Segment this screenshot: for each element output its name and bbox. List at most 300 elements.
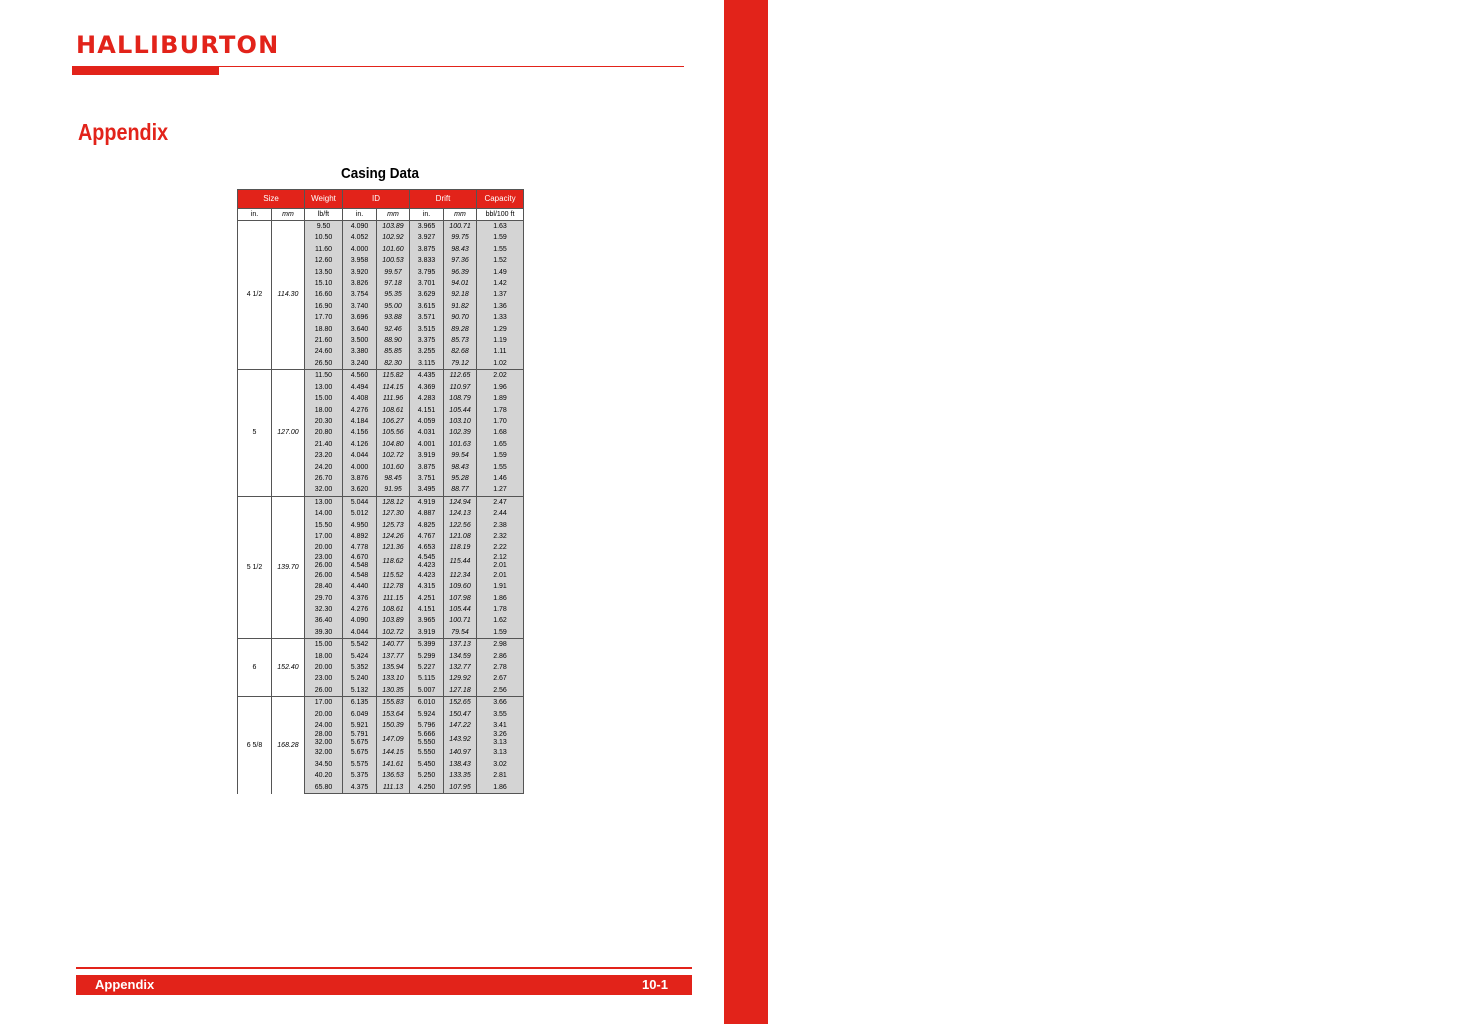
weight-cell: 28.40 xyxy=(305,581,343,592)
weight-cell: 20.00 xyxy=(305,709,343,720)
weight-cell: 13.00 xyxy=(305,382,343,393)
unit-id-mm: mm xyxy=(377,209,410,221)
drift-mm-cell: 143.92 xyxy=(444,731,477,747)
size-group xyxy=(238,370,524,496)
drift-mm-cell: 137.13 xyxy=(444,639,477,651)
weight-cell: 16.60 xyxy=(305,289,343,300)
footer-section-label: Appendix xyxy=(95,977,155,992)
capacity-cell: 3.41 xyxy=(477,720,524,731)
id-mm-cell: 135.94 xyxy=(377,662,410,673)
id-mm-cell: 97.18 xyxy=(377,278,410,289)
id-mm-cell: 125.73 xyxy=(377,520,410,531)
drift-mm-cell: 100.71 xyxy=(444,221,477,233)
size-mm-cell: 152.40 xyxy=(272,639,305,697)
drift-in-cell: 5.924 xyxy=(410,709,444,720)
drift-mm-cell: 108.79 xyxy=(444,393,477,404)
capacity-cell: 2.98 xyxy=(477,639,524,651)
page-number: 10-1 xyxy=(641,977,668,992)
size-group xyxy=(238,496,524,638)
header-drift: Drift xyxy=(410,190,477,209)
id-in-cell: 3.958 xyxy=(343,255,377,266)
weight-cell: 40.20 xyxy=(305,770,343,781)
id-in-cell: 3.240 xyxy=(343,358,377,370)
drift-mm-cell: 110.97 xyxy=(444,382,477,393)
drift-in-cell: 3.875 xyxy=(410,462,444,473)
capacity-cell: 1.19 xyxy=(477,335,524,346)
capacity-cell: 1.33 xyxy=(477,312,524,323)
drift-in-cell: 3.919 xyxy=(410,627,444,639)
size-in-cell: 4 1/2 xyxy=(238,221,272,370)
drift-in-cell: 5.550 xyxy=(410,747,444,758)
id-in-cell: 5.542 xyxy=(343,639,377,651)
weight-cell: 26.50 xyxy=(305,358,343,370)
id-mm-cell: 95.35 xyxy=(377,289,410,300)
weight-cell: 11.60 xyxy=(305,244,343,255)
capacity-cell: 3.26 3.13 xyxy=(477,731,524,747)
capacity-cell: 2.02 xyxy=(477,370,524,382)
weight-cell: 18.00 xyxy=(305,651,343,662)
id-mm-cell: 121.36 xyxy=(377,542,410,553)
weight-cell: 15.00 xyxy=(305,393,343,404)
drift-in-cell: 3.255 xyxy=(410,346,444,357)
drift-in-cell: 3.965 xyxy=(410,615,444,626)
capacity-cell: 2.86 xyxy=(477,651,524,662)
drift-mm-cell: 79.12 xyxy=(444,358,477,370)
drift-mm-cell: 152.65 xyxy=(444,697,477,709)
drift-in-cell: 4.059 xyxy=(410,416,444,427)
drift-in-cell: 4.545 4.423 xyxy=(410,554,444,570)
size-in-cell: 5 1/2 xyxy=(238,496,272,638)
capacity-cell: 2.12 2.01 xyxy=(477,554,524,570)
id-mm-cell: 98.45 xyxy=(377,473,410,484)
table-row xyxy=(238,697,524,709)
id-mm-cell: 111.15 xyxy=(377,593,410,604)
capacity-cell: 1.29 xyxy=(477,324,524,335)
weight-cell: 15.00 xyxy=(305,639,343,651)
weight-cell: 32.30 xyxy=(305,604,343,615)
drift-mm-cell: 96.39 xyxy=(444,267,477,278)
id-mm-cell: 91.95 xyxy=(377,484,410,496)
id-in-cell: 5.044 xyxy=(343,496,377,508)
capacity-cell: 2.56 xyxy=(477,685,524,697)
id-mm-cell: 141.61 xyxy=(377,759,410,770)
id-mm-cell: 133.10 xyxy=(377,673,410,684)
weight-cell: 23.20 xyxy=(305,450,343,461)
weight-cell: 26.00 xyxy=(305,570,343,581)
drift-in-cell: 3.629 xyxy=(410,289,444,300)
capacity-cell: 1.02 xyxy=(477,358,524,370)
id-in-cell: 4.000 xyxy=(343,244,377,255)
id-in-cell: 4.276 xyxy=(343,405,377,416)
id-in-cell: 4.950 xyxy=(343,520,377,531)
id-in-cell: 3.740 xyxy=(343,301,377,312)
drift-mm-cell: 107.98 xyxy=(444,593,477,604)
unit-size-mm: mm xyxy=(272,209,305,221)
id-in-cell: 4.000 xyxy=(343,462,377,473)
weight-cell: 9.50 xyxy=(305,221,343,233)
drift-mm-cell: 102.39 xyxy=(444,427,477,438)
drift-in-cell: 5.250 xyxy=(410,770,444,781)
id-in-cell: 4.892 xyxy=(343,531,377,542)
capacity-cell: 1.70 xyxy=(477,416,524,427)
weight-cell: 29.70 xyxy=(305,593,343,604)
size-group xyxy=(238,697,524,794)
id-mm-cell: 147.09 xyxy=(377,731,410,747)
casing-data-table xyxy=(237,189,524,794)
id-mm-cell: 127.30 xyxy=(377,508,410,519)
capacity-cell: 1.11 xyxy=(477,346,524,357)
drift-in-cell: 4.250 xyxy=(410,782,444,794)
capacity-cell: 1.46 xyxy=(477,473,524,484)
drift-mm-cell: 97.36 xyxy=(444,255,477,266)
drift-mm-cell: 107.95 xyxy=(444,782,477,794)
id-in-cell: 4.494 xyxy=(343,382,377,393)
drift-mm-cell: 100.71 xyxy=(444,615,477,626)
id-in-cell: 4.156 xyxy=(343,427,377,438)
drift-in-cell: 3.875 xyxy=(410,244,444,255)
capacity-cell: 1.91 xyxy=(477,581,524,592)
id-in-cell: 5.575 xyxy=(343,759,377,770)
weight-cell: 65.80 xyxy=(305,782,343,794)
weight-cell: 26.00 xyxy=(305,685,343,697)
drift-in-cell: 5.115 xyxy=(410,673,444,684)
id-in-cell: 4.090 xyxy=(343,615,377,626)
id-in-cell: 4.184 xyxy=(343,416,377,427)
drift-mm-cell: 105.44 xyxy=(444,405,477,416)
weight-cell: 34.50 xyxy=(305,759,343,770)
capacity-cell: 2.01 xyxy=(477,570,524,581)
capacity-cell: 3.02 xyxy=(477,759,524,770)
table-row xyxy=(238,370,524,382)
drift-in-cell: 3.965 xyxy=(410,221,444,233)
capacity-cell: 2.47 xyxy=(477,496,524,508)
weight-cell: 15.50 xyxy=(305,520,343,531)
drift-mm-cell: 95.28 xyxy=(444,473,477,484)
id-mm-cell: 140.77 xyxy=(377,639,410,651)
id-mm-cell: 103.89 xyxy=(377,221,410,233)
drift-mm-cell: 85.73 xyxy=(444,335,477,346)
capacity-cell: 2.67 xyxy=(477,673,524,684)
capacity-cell: 1.96 xyxy=(477,382,524,393)
drift-mm-cell: 138.43 xyxy=(444,759,477,770)
drift-mm-cell: 127.18 xyxy=(444,685,477,697)
drift-in-cell: 4.767 xyxy=(410,531,444,542)
id-in-cell: 4.408 xyxy=(343,393,377,404)
drift-in-cell: 4.887 xyxy=(410,508,444,519)
size-in-cell: 6 xyxy=(238,639,272,697)
drift-mm-cell: 118.19 xyxy=(444,542,477,553)
id-in-cell: 4.670 4.548 xyxy=(343,554,377,570)
id-in-cell: 3.826 xyxy=(343,278,377,289)
capacity-cell: 2.81 xyxy=(477,770,524,781)
id-in-cell: 6.135 xyxy=(343,697,377,709)
weight-cell: 20.30 xyxy=(305,416,343,427)
drift-mm-cell: 112.34 xyxy=(444,570,477,581)
id-mm-cell: 85.85 xyxy=(377,346,410,357)
weight-cell: 10.50 xyxy=(305,232,343,243)
weight-cell: 24.20 xyxy=(305,462,343,473)
drift-mm-cell: 112.65 xyxy=(444,370,477,382)
drift-in-cell: 4.315 xyxy=(410,581,444,592)
id-mm-cell: 102.92 xyxy=(377,232,410,243)
weight-cell: 17.00 xyxy=(305,697,343,709)
capacity-cell: 3.13 xyxy=(477,747,524,758)
drift-in-cell: 4.369 xyxy=(410,382,444,393)
drift-in-cell: 5.796 xyxy=(410,720,444,731)
drift-in-cell: 4.435 xyxy=(410,370,444,382)
capacity-cell: 1.78 xyxy=(477,604,524,615)
unit-size-in: in. xyxy=(238,209,272,221)
id-mm-cell: 88.90 xyxy=(377,335,410,346)
drift-mm-cell: 98.43 xyxy=(444,462,477,473)
drift-in-cell: 3.375 xyxy=(410,335,444,346)
weight-cell: 21.60 xyxy=(305,335,343,346)
id-in-cell: 5.791 5.675 xyxy=(343,731,377,747)
weight-cell: 13.50 xyxy=(305,267,343,278)
drift-mm-cell: 150.47 xyxy=(444,709,477,720)
id-in-cell: 5.352 xyxy=(343,662,377,673)
id-in-cell: 4.276 xyxy=(343,604,377,615)
drift-mm-cell: 103.10 xyxy=(444,416,477,427)
header-row xyxy=(238,190,524,209)
page-title: Appendix xyxy=(78,119,169,145)
drift-mm-cell: 121.08 xyxy=(444,531,477,542)
id-in-cell: 4.375 xyxy=(343,782,377,794)
weight-cell: 16.90 xyxy=(305,301,343,312)
unit-id-in: in. xyxy=(343,209,377,221)
weight-cell: 20.00 xyxy=(305,542,343,553)
table-row xyxy=(238,496,524,508)
size-group xyxy=(238,639,524,697)
id-mm-cell: 155.83 xyxy=(377,697,410,709)
id-in-cell: 5.240 xyxy=(343,673,377,684)
header-size: Size xyxy=(238,190,305,209)
drift-mm-cell: 133.35 xyxy=(444,770,477,781)
id-mm-cell: 102.72 xyxy=(377,627,410,639)
drift-in-cell: 5.007 xyxy=(410,685,444,697)
side-tab-label: Appendix xyxy=(1457,85,1484,185)
id-in-cell: 4.044 xyxy=(343,627,377,639)
capacity-cell: 1.59 xyxy=(477,627,524,639)
drift-in-cell: 5.299 xyxy=(410,651,444,662)
id-in-cell: 4.090 xyxy=(343,221,377,233)
drift-mm-cell: 105.44 xyxy=(444,604,477,615)
weight-cell: 20.00 xyxy=(305,662,343,673)
size-mm-cell: 127.00 xyxy=(272,370,305,496)
weight-cell: 39.30 xyxy=(305,627,343,639)
id-mm-cell: 153.64 xyxy=(377,709,410,720)
id-mm-cell: 111.13 xyxy=(377,782,410,794)
id-mm-cell: 137.77 xyxy=(377,651,410,662)
capacity-cell: 1.52 xyxy=(477,255,524,266)
id-in-cell: 6.049 xyxy=(343,709,377,720)
id-in-cell: 5.132 xyxy=(343,685,377,697)
drift-mm-cell: 88.77 xyxy=(444,484,477,496)
id-mm-cell: 108.61 xyxy=(377,405,410,416)
weight-cell: 14.00 xyxy=(305,508,343,519)
id-mm-cell: 130.35 xyxy=(377,685,410,697)
id-in-cell: 3.920 xyxy=(343,267,377,278)
weight-cell: 23.00 26.00 xyxy=(305,554,343,570)
capacity-cell: 1.62 xyxy=(477,615,524,626)
weight-cell: 21.40 xyxy=(305,439,343,450)
weight-cell: 28.00 32.00 xyxy=(305,731,343,747)
id-in-cell: 3.696 xyxy=(343,312,377,323)
id-mm-cell: 104.80 xyxy=(377,439,410,450)
drift-mm-cell: 79.54 xyxy=(444,627,477,639)
drift-in-cell: 4.151 xyxy=(410,405,444,416)
id-mm-cell: 82.30 xyxy=(377,358,410,370)
id-mm-cell: 114.15 xyxy=(377,382,410,393)
drift-in-cell: 5.399 xyxy=(410,639,444,651)
weight-cell: 32.00 xyxy=(305,747,343,758)
capacity-cell: 1.65 xyxy=(477,439,524,450)
id-in-cell: 5.675 xyxy=(343,747,377,758)
weight-cell: 18.80 xyxy=(305,324,343,335)
header-capacity: Capacity xyxy=(477,190,524,209)
id-in-cell: 3.620 xyxy=(343,484,377,496)
weight-cell: 26.70 xyxy=(305,473,343,484)
drift-in-cell: 5.450 xyxy=(410,759,444,770)
drift-mm-cell: 82.68 xyxy=(444,346,477,357)
drift-mm-cell: 92.18 xyxy=(444,289,477,300)
drift-in-cell: 3.927 xyxy=(410,232,444,243)
capacity-cell: 1.68 xyxy=(477,427,524,438)
drift-in-cell: 3.615 xyxy=(410,301,444,312)
weight-cell: 32.00 xyxy=(305,484,343,496)
side-tab xyxy=(724,0,1484,1024)
id-mm-cell: 115.82 xyxy=(377,370,410,382)
drift-in-cell: 5.227 xyxy=(410,662,444,673)
weight-cell: 13.00 xyxy=(305,496,343,508)
drift-mm-cell: 89.28 xyxy=(444,324,477,335)
drift-in-cell: 4.423 xyxy=(410,570,444,581)
drift-in-cell: 4.251 xyxy=(410,593,444,604)
weight-cell: 20.80 xyxy=(305,427,343,438)
id-mm-cell: 144.15 xyxy=(377,747,410,758)
id-mm-cell: 106.27 xyxy=(377,416,410,427)
id-mm-cell: 95.00 xyxy=(377,301,410,312)
drift-mm-cell: 94.01 xyxy=(444,278,477,289)
weight-cell: 36.40 xyxy=(305,615,343,626)
capacity-cell: 1.49 xyxy=(477,267,524,278)
drift-in-cell: 3.751 xyxy=(410,473,444,484)
weight-cell: 24.60 xyxy=(305,346,343,357)
footer-bar xyxy=(76,975,692,995)
drift-mm-cell: 109.60 xyxy=(444,581,477,592)
id-in-cell: 3.380 xyxy=(343,346,377,357)
id-mm-cell: 99.57 xyxy=(377,267,410,278)
drift-mm-cell: 147.22 xyxy=(444,720,477,731)
drift-in-cell: 5.666 5.550 xyxy=(410,731,444,747)
id-in-cell: 5.012 xyxy=(343,508,377,519)
id-in-cell: 3.876 xyxy=(343,473,377,484)
capacity-cell: 1.59 xyxy=(477,450,524,461)
weight-cell: 24.00 xyxy=(305,720,343,731)
id-in-cell: 4.778 xyxy=(343,542,377,553)
size-mm-cell: 114.30 xyxy=(272,221,305,370)
drift-mm-cell: 98.43 xyxy=(444,244,477,255)
weight-cell: 17.70 xyxy=(305,312,343,323)
unit-drift-mm: mm xyxy=(444,209,477,221)
header-weight: Weight xyxy=(305,190,343,209)
id-mm-cell: 115.52 xyxy=(377,570,410,581)
id-mm-cell: 111.96 xyxy=(377,393,410,404)
size-mm-cell: 168.28 xyxy=(272,697,305,794)
id-in-cell: 4.126 xyxy=(343,439,377,450)
drift-mm-cell: 115.44 xyxy=(444,554,477,570)
id-in-cell: 5.424 xyxy=(343,651,377,662)
capacity-cell: 1.36 xyxy=(477,301,524,312)
weight-cell: 18.00 xyxy=(305,405,343,416)
drift-mm-cell: 99.54 xyxy=(444,450,477,461)
capacity-cell: 1.89 xyxy=(477,393,524,404)
size-in-cell: 6 5/8 xyxy=(238,697,272,794)
table-title: Casing Data xyxy=(340,165,420,182)
id-mm-cell: 136.53 xyxy=(377,770,410,781)
table-row xyxy=(238,639,524,651)
drift-mm-cell: 122.56 xyxy=(444,520,477,531)
id-in-cell: 4.044 xyxy=(343,450,377,461)
size-in-cell: 5 xyxy=(238,370,272,496)
id-mm-cell: 128.12 xyxy=(377,496,410,508)
capacity-cell: 2.78 xyxy=(477,662,524,673)
drift-in-cell: 4.653 xyxy=(410,542,444,553)
weight-cell: 12.60 xyxy=(305,255,343,266)
capacity-cell: 1.59 xyxy=(477,232,524,243)
weight-cell: 17.00 xyxy=(305,531,343,542)
drift-in-cell: 3.701 xyxy=(410,278,444,289)
capacity-cell: 1.37 xyxy=(477,289,524,300)
capacity-cell: 1.86 xyxy=(477,782,524,794)
drift-mm-cell: 124.13 xyxy=(444,508,477,519)
capacity-cell: 1.42 xyxy=(477,278,524,289)
id-mm-cell: 105.56 xyxy=(377,427,410,438)
drift-in-cell: 4.001 xyxy=(410,439,444,450)
id-in-cell: 5.921 xyxy=(343,720,377,731)
drift-mm-cell: 134.59 xyxy=(444,651,477,662)
units-row xyxy=(238,209,524,221)
id-mm-cell: 118.62 xyxy=(377,554,410,570)
drift-mm-cell: 101.63 xyxy=(444,439,477,450)
id-mm-cell: 93.88 xyxy=(377,312,410,323)
id-mm-cell: 124.26 xyxy=(377,531,410,542)
drift-in-cell: 3.515 xyxy=(410,324,444,335)
capacity-cell: 3.66 xyxy=(477,697,524,709)
id-mm-cell: 150.39 xyxy=(377,720,410,731)
capacity-cell: 3.55 xyxy=(477,709,524,720)
drift-in-cell: 4.283 xyxy=(410,393,444,404)
drift-in-cell: 4.151 xyxy=(410,604,444,615)
id-in-cell: 5.375 xyxy=(343,770,377,781)
capacity-cell: 2.44 xyxy=(477,508,524,519)
size-group xyxy=(238,221,524,370)
drift-in-cell: 3.495 xyxy=(410,484,444,496)
drift-mm-cell: 140.97 xyxy=(444,747,477,758)
weight-cell: 23.00 xyxy=(305,673,343,684)
drift-mm-cell: 132.77 xyxy=(444,662,477,673)
drift-in-cell: 3.919 xyxy=(410,450,444,461)
header-id: ID xyxy=(343,190,410,209)
drift-mm-cell: 124.94 xyxy=(444,496,477,508)
id-in-cell: 3.640 xyxy=(343,324,377,335)
capacity-cell: 2.32 xyxy=(477,531,524,542)
drift-mm-cell: 90.70 xyxy=(444,312,477,323)
id-mm-cell: 92.46 xyxy=(377,324,410,335)
id-mm-cell: 100.53 xyxy=(377,255,410,266)
drift-mm-cell: 129.92 xyxy=(444,673,477,684)
unit-weight: lb/ft xyxy=(305,209,343,221)
